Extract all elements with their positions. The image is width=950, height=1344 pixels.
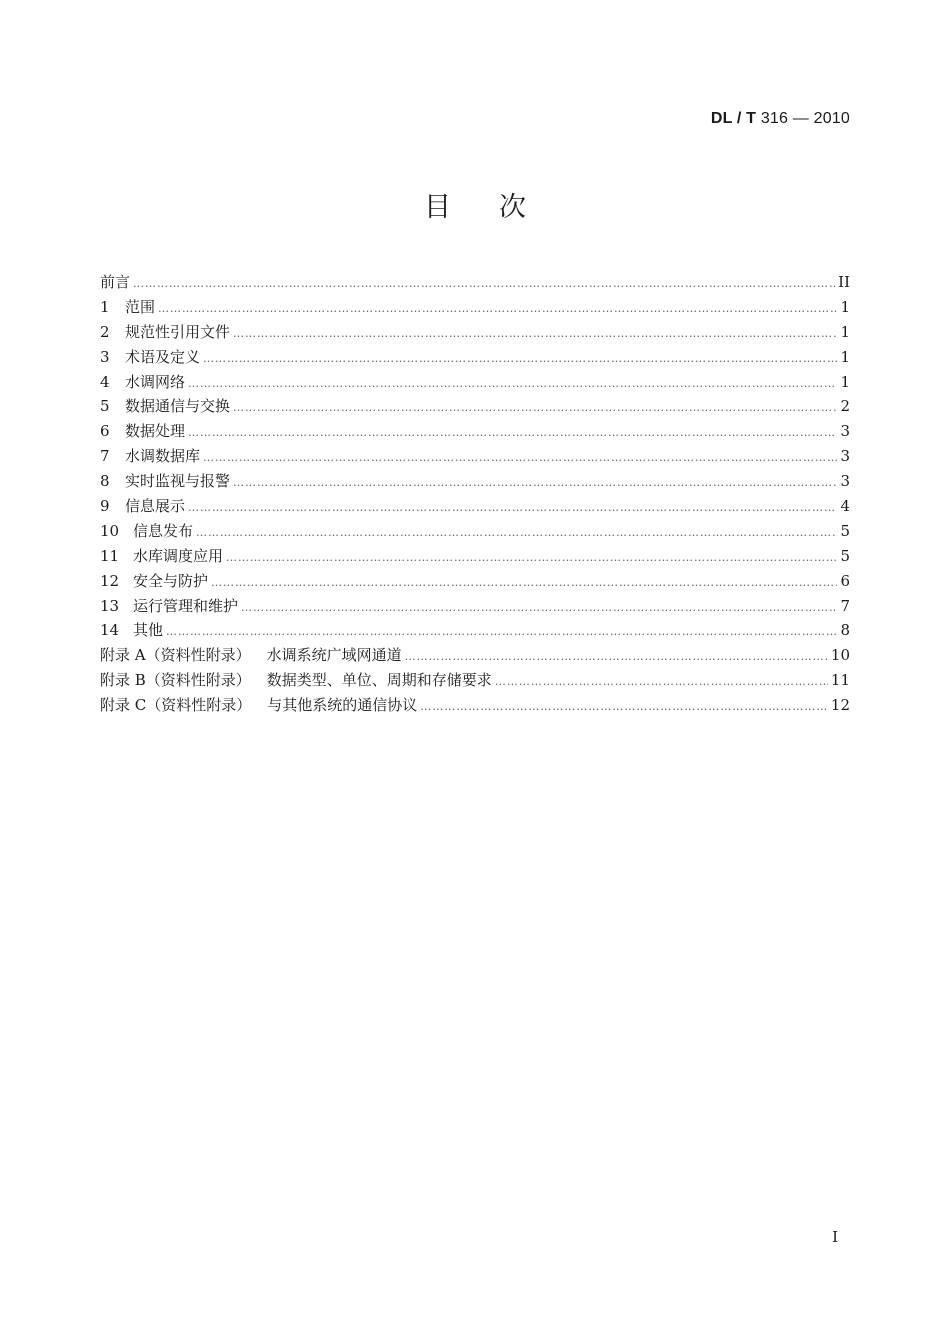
standard-prefix: DL / T xyxy=(710,110,757,127)
toc-entry-page: 7 xyxy=(840,596,850,615)
toc-dot-leader xyxy=(211,571,837,596)
toc-entry-label: 与其他系统的通信协议 xyxy=(267,696,418,715)
toc-entry-number: 14 xyxy=(100,621,120,640)
toc-entry-label: 数据通信与交换 xyxy=(125,397,231,416)
toc-entry[interactable] xyxy=(100,668,850,693)
toc-entry[interactable] xyxy=(100,494,850,519)
toc-entry[interactable] xyxy=(100,618,850,643)
toc-entry-label: 运行管理和维护 xyxy=(133,596,239,615)
toc-dot-leader xyxy=(241,596,837,621)
toc-dot-leader xyxy=(188,372,837,397)
toc-dot-leader xyxy=(233,471,837,496)
toc-entry[interactable] xyxy=(100,394,850,419)
toc-entry-label: 水调系统广域网通道 xyxy=(266,646,402,665)
toc-appendix-prefix: 附录 C（资料性附录） xyxy=(100,696,252,715)
toc-entry-number: 6 xyxy=(100,422,110,441)
toc-entry-label: 其他 xyxy=(133,621,164,640)
toc-dot-leader xyxy=(188,421,837,446)
toc-entry-page: II xyxy=(838,273,850,291)
toc-dot-leader xyxy=(133,272,835,297)
toc-entry[interactable] xyxy=(100,469,850,494)
toc-entry-page: 1 xyxy=(840,372,850,391)
toc-entry-label: 规范性引用文件 xyxy=(125,322,231,341)
toc-entry-number: 10 xyxy=(100,521,120,540)
toc-entry-page: 5 xyxy=(840,521,850,540)
toc-entry[interactable] xyxy=(100,295,850,320)
toc-entry-number: 7 xyxy=(100,447,110,466)
toc-entry[interactable] xyxy=(100,320,850,345)
toc-entry-page: 8 xyxy=(840,621,850,640)
toc-entry-page: 3 xyxy=(840,422,850,441)
toc-entry[interactable] xyxy=(100,693,850,718)
toc-entry-number: 9 xyxy=(100,497,110,516)
standard-code xyxy=(711,110,850,128)
toc-entry-page: 1 xyxy=(840,322,850,341)
toc-entry-number: 4 xyxy=(100,372,110,391)
toc-dot-leader xyxy=(188,496,837,521)
toc-dot-leader xyxy=(203,347,837,372)
toc-dot-leader xyxy=(203,446,837,471)
toc-entry[interactable] xyxy=(100,519,850,544)
toc-entry-label: 信息展示 xyxy=(125,497,186,516)
toc-entry-page: 12 xyxy=(830,696,850,715)
toc-entry[interactable] xyxy=(100,270,850,295)
toc-entry[interactable] xyxy=(100,594,850,619)
toc-entry-number: 5 xyxy=(100,397,110,416)
toc-entry-label: 范围 xyxy=(125,297,156,316)
toc-entry-number: 12 xyxy=(100,571,120,590)
toc-entry-number: 2 xyxy=(100,322,110,341)
toc-dot-leader xyxy=(196,521,837,546)
toc-dot-leader xyxy=(166,620,837,645)
toc-entry[interactable] xyxy=(100,544,850,569)
toc-entry-page: 3 xyxy=(840,472,850,491)
page-number: I xyxy=(832,1228,838,1246)
toc-entry-label: 水调数据库 xyxy=(125,447,201,466)
toc-entry-number: 1 xyxy=(100,297,110,316)
toc-entry[interactable] xyxy=(100,345,850,370)
toc-entry-number: 3 xyxy=(100,347,110,366)
toc-entry-page: 11 xyxy=(830,671,850,690)
toc-entry-number: 11 xyxy=(100,546,120,565)
toc-entry-page: 1 xyxy=(840,297,850,316)
toc-entry-page: 3 xyxy=(840,447,850,466)
toc-entry[interactable] xyxy=(100,419,850,444)
toc-entry-label: 安全与防护 xyxy=(133,571,209,590)
toc-appendix-prefix: 附录 B（资料性附录） xyxy=(100,671,251,690)
toc-entry-page: 6 xyxy=(840,571,850,590)
toc-dot-leader xyxy=(233,322,837,347)
table-of-contents xyxy=(100,270,850,718)
toc-entry-label: 实时监视与报警 xyxy=(125,472,231,491)
toc-entry-label: 前言 xyxy=(100,273,131,291)
toc-entry-label: 数据处理 xyxy=(125,422,186,441)
toc-entry-page: 5 xyxy=(840,546,850,565)
toc-dot-leader xyxy=(405,645,828,670)
toc-entry-label: 水库调度应用 xyxy=(133,546,224,565)
toc-dot-leader xyxy=(495,670,828,695)
toc-entry-page: 1 xyxy=(840,347,850,366)
toc-entry-page: 4 xyxy=(840,497,850,516)
standard-number: 316 — 2010 xyxy=(756,110,850,127)
toc-dot-leader xyxy=(158,297,837,322)
toc-dot-leader xyxy=(233,396,837,421)
page-title: 目次 xyxy=(424,192,574,223)
toc-appendix-prefix: 附录 A（资料性附录） xyxy=(100,646,251,665)
toc-dot-leader xyxy=(226,546,837,571)
toc-entry[interactable] xyxy=(100,643,850,668)
toc-entry[interactable] xyxy=(100,444,850,469)
toc-entry-page: 2 xyxy=(840,397,850,416)
toc-entry-label: 信息发布 xyxy=(133,521,194,540)
toc-entry-number: 13 xyxy=(100,596,120,615)
toc-entry[interactable] xyxy=(100,370,850,395)
toc-entry-label: 水调网络 xyxy=(125,372,186,391)
toc-dot-leader xyxy=(420,695,828,720)
toc-entry-page: 10 xyxy=(830,646,850,665)
toc-entry-label: 数据类型、单位、周期和存储要求 xyxy=(266,671,492,690)
toc-entry[interactable] xyxy=(100,569,850,594)
toc-entry-number: 8 xyxy=(100,472,110,491)
toc-entry-label: 术语及定义 xyxy=(125,347,201,366)
